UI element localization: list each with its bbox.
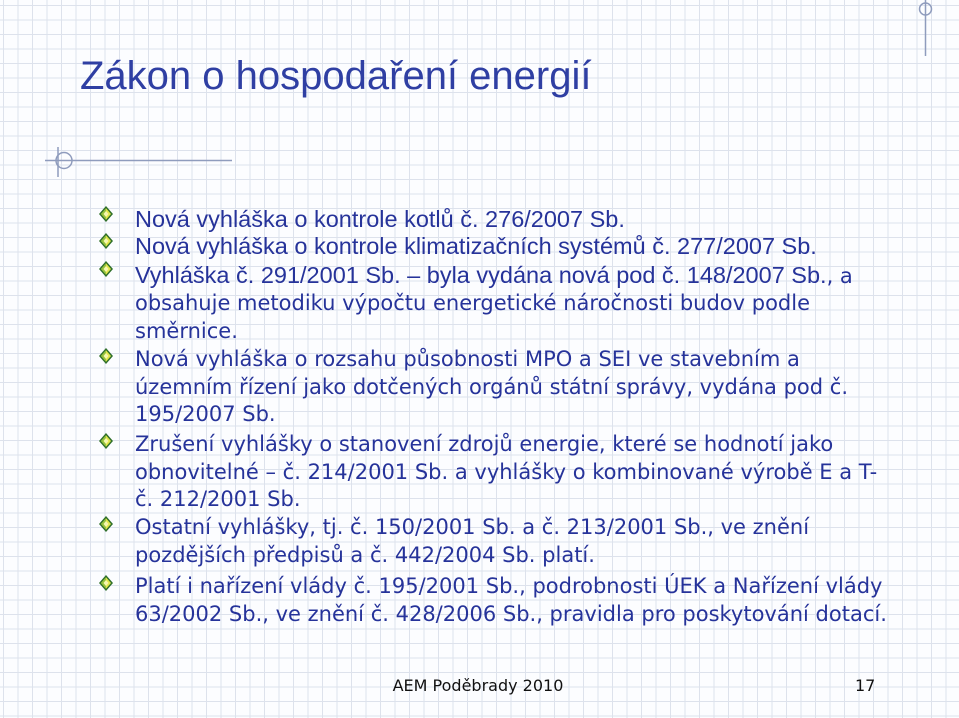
- bullet-text-segment: , a: [826, 264, 853, 288]
- bullet-text-line: č. 212/2001 Sb.: [135, 487, 301, 511]
- slide-number: 17: [855, 676, 876, 695]
- diamond-bullet-icon: [99, 433, 113, 449]
- bullet-item: [0, 431, 900, 514]
- slide-title: Zákon o hospodaření energií: [80, 54, 592, 98]
- bullet-text-line: Ostatní vyhlášky, tj. č. 150/2001 Sb. a č. 213/2001 Sb., ve znění: [135, 515, 810, 539]
- diamond-bullet-icon: [99, 348, 113, 364]
- bullet-text: [135, 573, 900, 628]
- bullet-text-line: Platí i nařízení vlády č. 195/2001 Sb., podrobnosti ÚEK a Nařízení vlády: [135, 574, 883, 598]
- bullet-text-line: 63/2002 Sb., ve znění č. 428/2006 Sb., pravidla pro poskytování dotací.: [135, 601, 887, 626]
- diamond-bullet-icon: [99, 206, 113, 222]
- bullet-text: [135, 261, 900, 345]
- bullet-text-line: směrnice.: [135, 319, 238, 343]
- bullet-text-line: Zrušení vyhlášky o stanovení zdrojů energie, které se hodnotí jako: [135, 432, 834, 456]
- bullet-text-line: Nová vyhláška o rozsahu působnosti MPO a SEI ve stavebním a: [135, 347, 800, 371]
- bullet-text-line: územním řízení jako dotčených orgánů státní správy, vydána pod č.: [135, 374, 848, 399]
- bullet-item: [0, 261, 900, 345]
- bullet-item: [0, 514, 900, 569]
- bullet-text-line: obnovitelné – č. 214/2001 Sb. a vyhlášky o kombinované výrobě E a T-: [135, 459, 878, 484]
- bullet-text: [135, 346, 900, 429]
- diamond-bullet-icon: [99, 516, 113, 532]
- footer-text: AEM Poděbrady 2010: [392, 676, 564, 695]
- diamond-bullet-icon: [99, 233, 113, 249]
- diamond-bullet-icon: [99, 575, 113, 591]
- bullet-text-line: pozdějších předpisů a č. 442/2004 Sb. platí.: [135, 542, 595, 567]
- bullet-item: [0, 206, 900, 234]
- bullet-text-line: obsahuje metodiku výpočtu energetické náročnosti budov podle: [135, 291, 811, 315]
- bullet-item: [0, 346, 900, 429]
- bullet-text-line: Nová vyhláška o kontrole kotlů č. 276/2007 Sb.: [135, 206, 625, 232]
- bullet-item: [0, 573, 900, 628]
- bullet-text: [135, 431, 900, 514]
- bullet-text: [135, 514, 900, 569]
- diamond-bullet-icon: [99, 261, 113, 277]
- bullet-text-segment: Vyhláška č. 291/2001 Sb. – byla vydána nová pod č. 148/2007 Sb.: [135, 262, 827, 288]
- bullet-item: [0, 233, 900, 261]
- bullet-text-line: [135, 261, 900, 289]
- bullet-text: [135, 233, 900, 261]
- bullet-text-line: 195/2007 Sb.: [135, 402, 276, 426]
- bullet-text: [135, 206, 900, 234]
- bullet-text-line: Nová vyhláška o kontrole klimatizačních systémů č. 277/2007 Sb.: [135, 233, 817, 259]
